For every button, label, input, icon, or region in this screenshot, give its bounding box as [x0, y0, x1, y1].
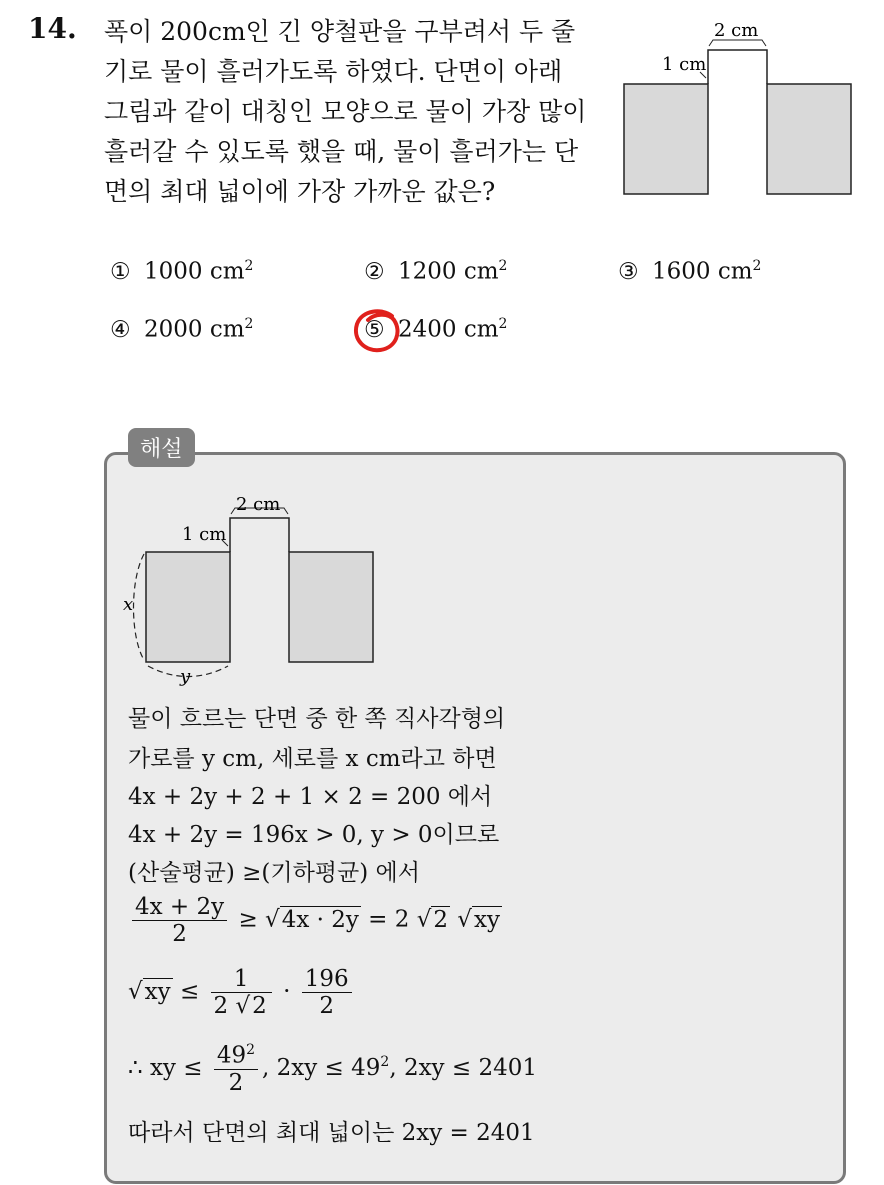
question-text	[104, 12, 604, 212]
left-channel-rect	[624, 84, 708, 194]
answer-circle-mark	[352, 306, 404, 356]
side-dimension-label: 1 cm	[662, 54, 707, 75]
inequality-line-1: $\frac{4x + 2y}{2}$ ≥ √4x · 2y = 2 √2 √xy	[128, 894, 502, 947]
choice-3[interactable]	[618, 258, 761, 285]
choice-marker: ④	[110, 316, 131, 343]
question-line: 그림과 같이 대칭인 모양으로 물이 가장 많이	[104, 97, 587, 126]
fraction: $\frac{4x + 2y}{2}$	[132, 894, 227, 947]
middle-ridge	[230, 518, 289, 552]
inequality-line-2: √xy ≤ $\frac{1}{2 √2}$ · $\frac{196}{2}$	[128, 966, 356, 1019]
solution-tag: 해설	[128, 428, 195, 467]
x-label: x	[123, 594, 134, 615]
fraction: $\frac{196}{2}$	[302, 966, 352, 1019]
solution-line: (산술평균) ≥(기하평균) 에서	[128, 860, 420, 886]
fraction: $\frac{1}{2 √2}$	[211, 966, 272, 1019]
question-line: 면의 최대 넓이에 가장 가까운 값은?	[104, 177, 496, 206]
choice-marker: ③	[618, 258, 639, 285]
choice-marker: ⑤	[364, 316, 385, 343]
top-dimension-label: 2 cm	[714, 20, 759, 41]
question-number: 14.	[28, 12, 77, 45]
choice-4[interactable]	[110, 316, 253, 343]
solution-figure	[118, 490, 380, 690]
fraction: $\frac{49^2}{2}$	[214, 1042, 258, 1096]
x-dimension-arc	[134, 554, 145, 660]
choice-value: 1600 cm	[652, 258, 753, 285]
choice-marker: ①	[110, 258, 131, 285]
choice-1[interactable]	[110, 258, 253, 285]
question-line: 흘러갈 수 있도록 했을 때, 물이 흘러가는 단	[104, 137, 579, 166]
choice-value: 2400 cm	[398, 316, 499, 343]
y-label: y	[180, 666, 191, 687]
choice-value: 1000 cm	[144, 258, 245, 285]
choice-value: 2000 cm	[144, 316, 245, 343]
solution-line: 4x + 2y + 2 + 1 × 2 = 200 에서	[128, 784, 493, 810]
choice-exponent: 2	[244, 258, 254, 274]
cross-section-figure	[618, 20, 858, 202]
choice-exponent: 2	[498, 316, 508, 332]
middle-ridge	[708, 50, 767, 84]
side-dimension-label: 1 cm	[182, 524, 227, 545]
choice-marker: ②	[364, 258, 385, 285]
right-channel-rect	[767, 84, 851, 194]
question-line: 폭이 200cm인 긴 양철판을 구부려서 두 줄	[104, 17, 576, 46]
choice-value: 1200 cm	[398, 258, 499, 285]
choice-2[interactable]	[364, 258, 507, 285]
right-channel-rect	[289, 552, 373, 662]
therefore-line: ∴ xy ≤ $\frac{49^2}{2}$ , $2xy \le 49^2$, 2xy ≤ 2401	[128, 1042, 537, 1096]
top-dimension-label: 2 cm	[236, 494, 281, 515]
final-line: 따라서 단면의 최대 넓이는 2xy = 2401	[128, 1120, 535, 1146]
solution-line: 물이 흐르는 단면 중 한 쪽 직사각형의	[128, 706, 506, 732]
solution-line: 가로를 y cm, 세로를 x cm라고 하면	[128, 746, 497, 772]
question-line: 기로 물이 흘러가도록 하였다. 단면이 아래	[104, 57, 563, 86]
choice-exponent: 2	[498, 258, 508, 274]
left-channel-rect	[146, 552, 230, 662]
choice-exponent: 2	[752, 258, 762, 274]
solution-line: 4x + 2y = 196x > 0, y > 0이므로	[128, 822, 500, 848]
choice-exponent: 2	[244, 316, 254, 332]
